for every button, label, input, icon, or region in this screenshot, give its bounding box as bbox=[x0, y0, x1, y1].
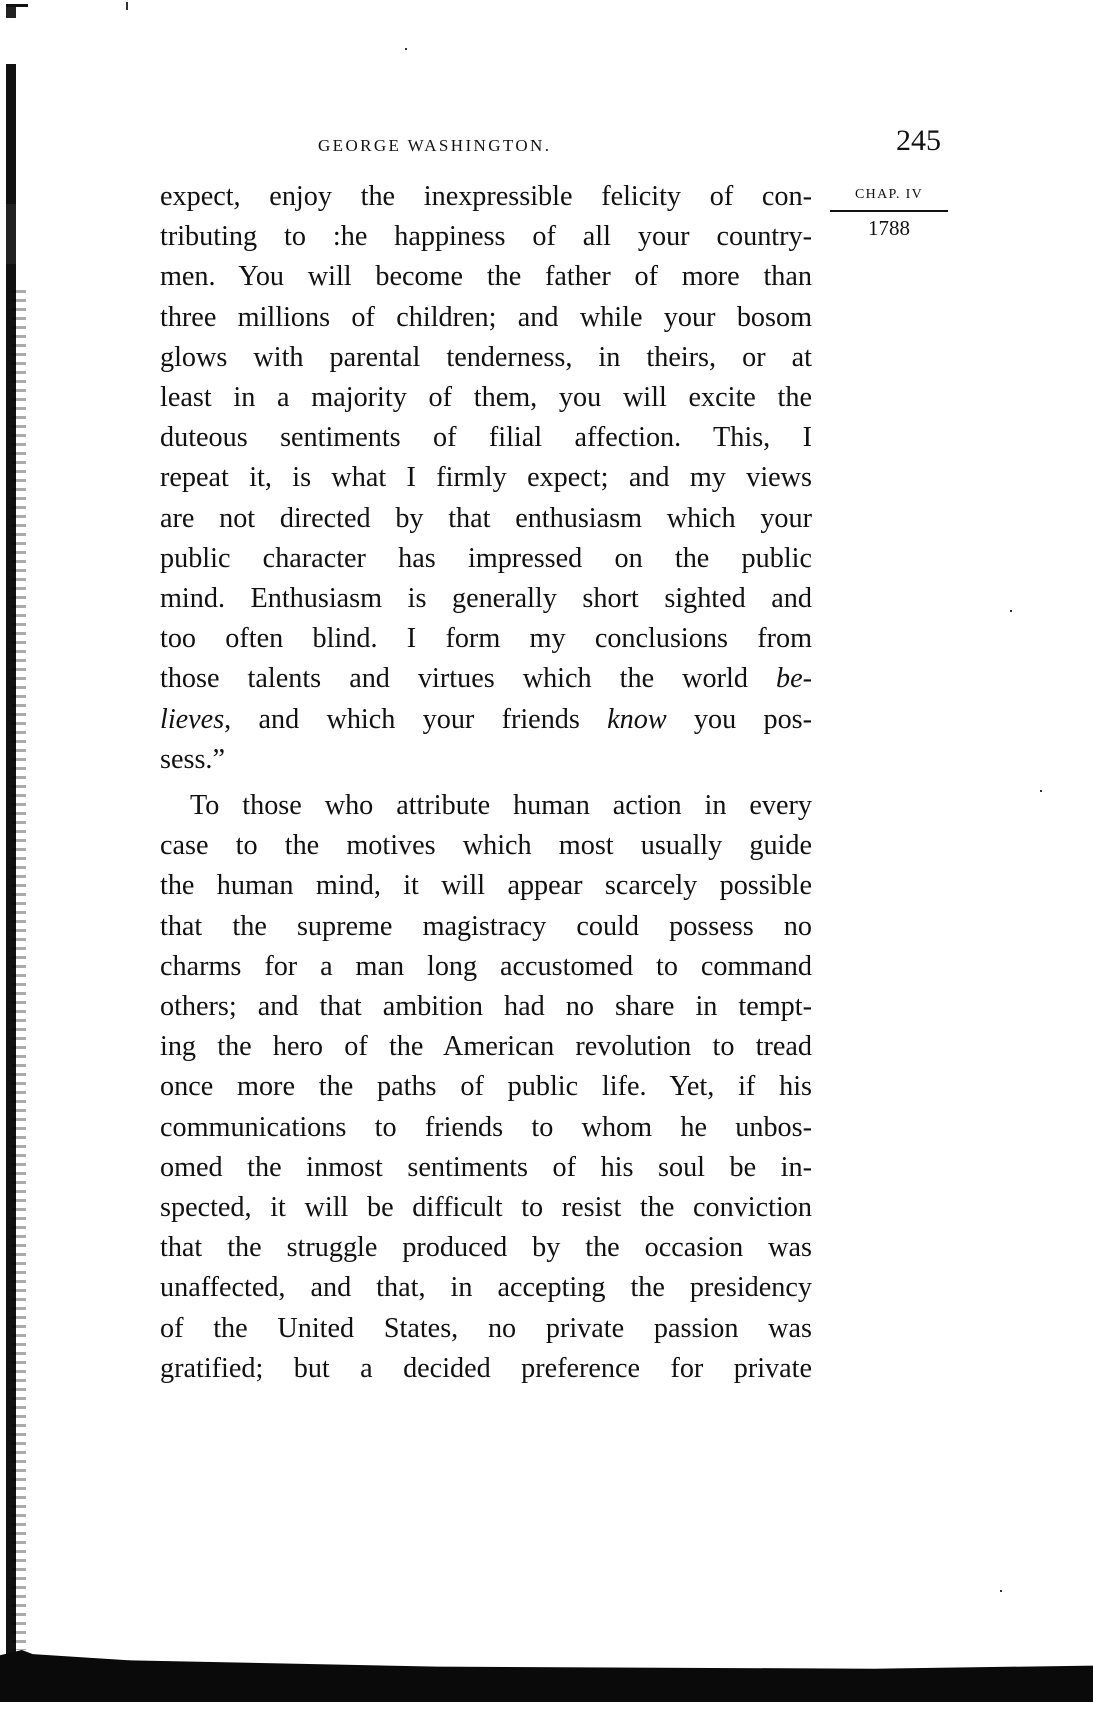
scan-speck bbox=[1000, 1590, 1002, 1592]
scan-speck bbox=[1040, 790, 1042, 792]
text-line: communications to friends to whom he unbos- bbox=[160, 1111, 812, 1143]
text-line: spected, it will be difficult to resist the conviction bbox=[160, 1192, 812, 1224]
text-line: the human mind, it will appear scarcely possible bbox=[160, 870, 812, 902]
paragraph-1 bbox=[160, 177, 812, 780]
paragraph-2 bbox=[160, 786, 812, 1389]
text-line: charms for a man long accustomed to command bbox=[160, 950, 812, 982]
text-line: omed the inmost sentiments of his soul be in- bbox=[160, 1151, 812, 1183]
text-line: repeat it, is what I firmly expect; and my views bbox=[160, 462, 812, 494]
text-line: duteous sentiments of filial affection. This, I bbox=[160, 422, 812, 454]
text-line: least in a majority of them, you will excite the bbox=[160, 382, 812, 414]
text-run: , bbox=[224, 703, 259, 735]
text-line-with-italic bbox=[160, 659, 812, 699]
margin-year: 1788 bbox=[868, 216, 910, 240]
page-number: 245 bbox=[896, 124, 941, 157]
text-line: once more the paths of public life. Yet, if his bbox=[160, 1071, 812, 1103]
scan-border-top-mark bbox=[6, 4, 28, 7]
text-line-with-italic bbox=[160, 700, 812, 740]
text-line: ing the hero of the American revolution to tread bbox=[160, 1031, 812, 1063]
body-text bbox=[160, 177, 812, 1389]
text-run: and which your friends bbox=[258, 703, 580, 735]
margin-chapter: CHAP. IV bbox=[830, 187, 948, 212]
text-line: tributing to :he happiness of all your country- bbox=[160, 221, 812, 253]
text-line: are not directed by that enthusiasm which your bbox=[160, 502, 812, 534]
margin-note bbox=[830, 187, 948, 241]
text-line: gratified; but a decided preference for private bbox=[160, 1352, 812, 1384]
scan-speck bbox=[126, 2, 128, 10]
italic-word: know bbox=[607, 703, 667, 735]
text-line: men. You will become the father of more than bbox=[160, 261, 812, 293]
text-line: that the supreme magistracy could possess no bbox=[160, 910, 812, 942]
scan-speck bbox=[405, 48, 407, 50]
text-line: unaffected, and that, in accepting the presidency bbox=[160, 1272, 812, 1304]
text-line: sess.” bbox=[160, 743, 225, 775]
scan-border-left-fray bbox=[12, 290, 26, 1650]
scan-speck bbox=[1010, 610, 1012, 612]
text-line: To those who attribute human action in every bbox=[190, 790, 812, 822]
text-run: you pos- bbox=[693, 703, 813, 735]
italic-word: lieves bbox=[160, 703, 225, 735]
text-line: too often blind. I form my conclusions from bbox=[160, 623, 812, 655]
running-head: GEORGE WASHINGTON. bbox=[318, 136, 552, 155]
text-line: others; and that ambition had no share in tempt- bbox=[160, 991, 812, 1023]
text-run: those talents and virtues which the world bbox=[160, 663, 748, 695]
text-line: glows with parental tenderness, in theirs, or at bbox=[160, 341, 812, 373]
text-line: of the United States, no private passion was bbox=[160, 1312, 812, 1344]
scan-border-bottom bbox=[0, 1650, 1093, 1702]
italic-word: be- bbox=[776, 663, 813, 695]
text-line: three millions of children; and while your bosom bbox=[160, 301, 812, 333]
text-line: expect, enjoy the inexpressible felicity of con- bbox=[160, 181, 812, 212]
text-line: mind. Enthusiasm is generally short sighted and bbox=[160, 583, 812, 615]
text-line: that the struggle produced by the occasion was bbox=[160, 1232, 812, 1264]
text-line: public character has impressed on the public bbox=[160, 542, 812, 574]
text-line: case to the motives which most usually guide bbox=[160, 830, 812, 862]
